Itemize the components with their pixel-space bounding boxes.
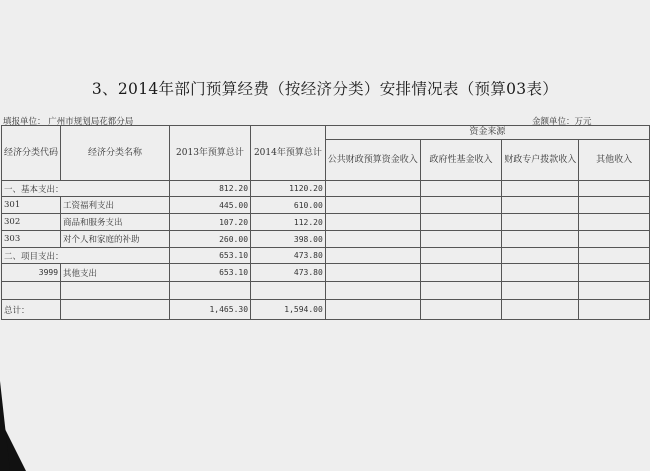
table-row (2, 231, 650, 248)
document-title: 3、2014年部门预算经费（按经济分类）安排情况表（预算03表） (91, 80, 559, 98)
cell-2014: 473.80 (251, 248, 326, 264)
cell-code: 301 (2, 197, 61, 214)
cell-2013: 812.20 (169, 181, 250, 197)
cell-2014: 1,594.00 (251, 300, 326, 320)
cell-name: 对个人和家庭的补助 (61, 231, 170, 248)
row-label: 总计： (2, 300, 61, 320)
header-total-2013: 2013年预算总计 (169, 126, 250, 181)
header-other-income: 其他收入 (579, 140, 650, 181)
row-label: 二、项目支出： (2, 248, 170, 264)
budget-table (1, 125, 650, 320)
cell-2013: 445.00 (169, 197, 250, 214)
scan-shadow-edge (0, 381, 10, 471)
header-public-finance: 公共财政预算资金收入 (325, 140, 420, 181)
header-row-1 (2, 126, 650, 140)
cell-name: 商品和服务支出 (61, 214, 170, 231)
header-econ-name: 经济分类名称 (61, 126, 170, 181)
cell-2013: 107.20 (169, 214, 250, 231)
cell-code: 303 (2, 231, 61, 248)
table-row (2, 197, 650, 214)
cell-name: 工资福利支出 (61, 197, 170, 214)
header-gov-fund: 政府性基金收入 (420, 140, 501, 181)
cell-2014: 473.80 (251, 264, 326, 282)
table-row (2, 248, 650, 264)
cell-2013: 1,465.30 (169, 300, 250, 320)
header-econ-code: 经济分类代码 (2, 126, 61, 181)
cell-2014: 398.00 (251, 231, 326, 248)
cell-code: 302 (2, 214, 61, 231)
header-fund-source: 资金来源 (325, 126, 649, 140)
cell-2014: 610.00 (251, 197, 326, 214)
cell-name: 其他支出 (61, 264, 170, 282)
cell-code: 3999 (2, 264, 61, 282)
cell-2013: 653.10 (169, 264, 250, 282)
cell-2014: 1120.20 (251, 181, 326, 197)
table-row (2, 181, 650, 197)
table-row (2, 264, 650, 282)
amount-unit: 金额单位：万元 (532, 117, 592, 127)
reporting-unit: 填报单位： 广州市规划局花都分局 (3, 117, 134, 127)
table-row-total (2, 300, 650, 320)
table-row (2, 282, 650, 300)
header-total-2014: 2014年预算总计 (251, 126, 326, 181)
row-label: 一、基本支出： (2, 181, 170, 197)
table-row (2, 214, 650, 231)
cell-2013: 260.00 (169, 231, 250, 248)
header-special-fund: 财政专户拨款收入 (502, 140, 579, 181)
cell-2013: 653.10 (169, 248, 250, 264)
cell-2014: 112.20 (251, 214, 326, 231)
